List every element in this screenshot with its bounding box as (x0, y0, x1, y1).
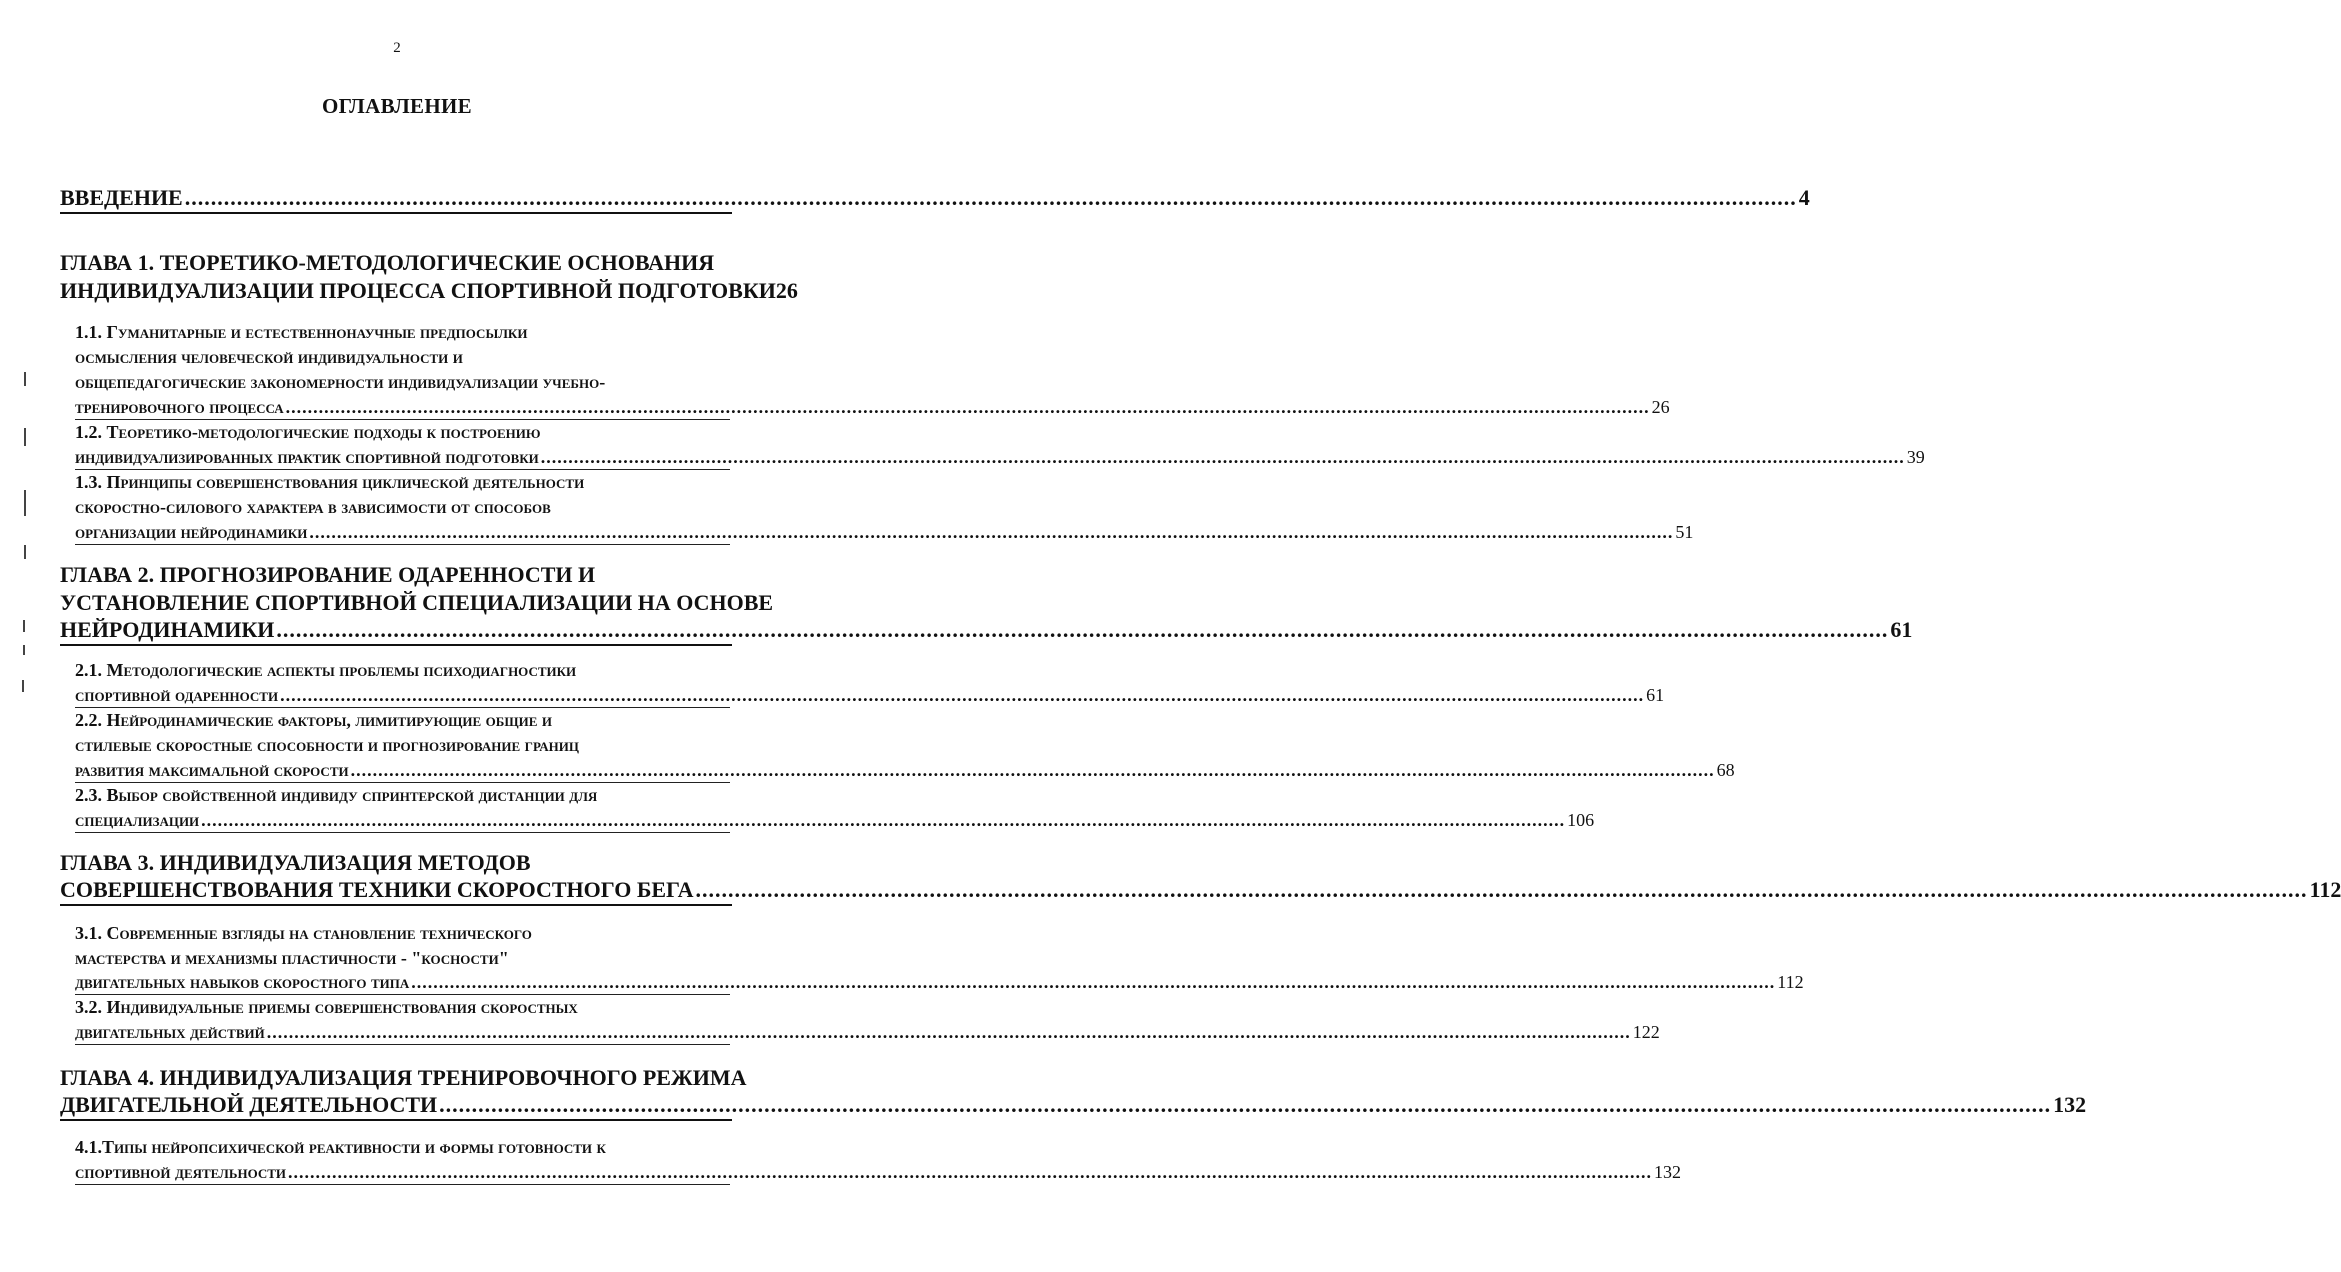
chapter-1-line-1[interactable]: ГЛАВА 1. ТЕОРЕТИКО-МЕТОДОЛОГИЧЕСКИЕ ОСНОВАНИЯ (60, 250, 715, 275)
leader-dots (439, 1092, 2051, 1118)
intro-label: ВВЕДЕНИЕ (60, 185, 183, 210)
section-2-2-line-3[interactable]: развития максимальной скорости ..... 68 (75, 760, 730, 783)
section-3-1-line-2[interactable]: мастерства и механизмы пластичности - "косности" (75, 948, 509, 968)
leader-dots (351, 760, 1715, 781)
chapter-2-line-1[interactable]: ГЛАВА 2. ПРОГНОЗИРОВАНИЕ ОДАРЕННОСТИ И (60, 562, 596, 587)
leader-dots (541, 447, 1905, 468)
section-2-2-page: 68 (1716, 760, 1735, 780)
scan-mark (24, 372, 26, 386)
intro-page: 4 (1798, 185, 1810, 210)
leader-dots (280, 685, 1644, 706)
section-1-1-line-4[interactable]: тренировочного процесса ..... 26 (75, 397, 730, 420)
chapter-4-page: 132 (2053, 1092, 2087, 1117)
section-1-2-line-2[interactable]: индивидуализированных практик спортивной подготовки ..... 39 (75, 447, 730, 470)
scan-mark (24, 428, 26, 446)
section-3-2-line-1[interactable]: 3.2. Индивидуальные приемы совершенствования скоростных (75, 997, 578, 1017)
section-4-1-page: 132 (1654, 1162, 1682, 1182)
chapter-1-line-2[interactable]: ИНДИВИДУАЛИЗАЦИИ ПРОЦЕССА СПОРТИВНОЙ ПОДГОТОВКИ 26 (60, 278, 798, 303)
section-2-3-line-1[interactable]: 2.3. Выбор свойственной индивиду спринтерской дистанции для (75, 785, 598, 805)
chapter-1-page: 26 (775, 278, 798, 303)
leader-dots (267, 1022, 1631, 1043)
section-1-1-page: 26 (1651, 397, 1670, 417)
section-3-1-line-1[interactable]: 3.1. Современные взгляды на становление технического (75, 923, 532, 943)
leader-dots (286, 397, 1650, 418)
section-2-3-page: 106 (1567, 810, 1595, 830)
section-1-3-page: 51 (1675, 522, 1694, 542)
section-2-1-page: 61 (1646, 685, 1665, 705)
section-1-2-line-1[interactable]: 1.2. Теоретико-методологические подходы к построению (75, 422, 541, 442)
toc-entry-intro[interactable] (60, 185, 1810, 214)
chapter-2-page: 61 (1890, 617, 1913, 642)
leader-dots (309, 522, 1673, 543)
leader-dots (288, 1162, 1652, 1183)
chapter-4-line-1[interactable]: ГЛАВА 4. ИНДИВИДУАЛИЗАЦИЯ ТРЕНИРОВОЧНОГО РЕЖИМА (60, 1065, 747, 1090)
section-1-3-line-1[interactable]: 1.3. Принципы совершенствования циклической деятельности (75, 472, 585, 492)
leader-dots (276, 617, 1888, 643)
chapter-2-line-3[interactable]: НЕЙРОДИНАМИКИ ..... 61 (60, 617, 732, 646)
section-3-1-page: 112 (1777, 972, 1804, 992)
section-2-3-line-2[interactable]: специализации ..... 106 (75, 810, 730, 833)
leader-dots (201, 810, 1565, 831)
leader-dots (411, 972, 1775, 993)
section-1-3-line-2[interactable]: скоростно-силового характера в зависимости от способов (75, 497, 551, 517)
section-1-1-line-1[interactable]: 1.1. Гуманитарные и естественнонаучные предпосылки (75, 322, 528, 342)
section-4-1-line-2[interactable]: спортивной деятельности ..... 132 (75, 1162, 730, 1185)
page-number: 2 (393, 40, 401, 56)
toc-title: ОГЛАВЛЕНИЕ (322, 94, 472, 118)
section-2-1-line-2[interactable]: спортивной одаренности ..... 61 (75, 685, 730, 708)
scan-mark (22, 680, 24, 692)
scan-mark (24, 490, 26, 516)
section-4-1-line-1[interactable]: 4.1.Типы нейропсихической реактивности и формы готовности к (75, 1137, 606, 1157)
leader-dots (696, 877, 2308, 903)
chapter-3-line-2[interactable]: СОВЕРШЕНСТВОВАНИЯ ТЕХНИКИ СКОРОСТНОГО БЕГА ..... 112 (60, 877, 732, 906)
section-1-3-line-3[interactable]: организации нейродинамики ..... 51 (75, 522, 730, 545)
section-1-2-page: 39 (1906, 447, 1925, 467)
chapter-3-page: 112 (2309, 877, 2341, 902)
section-2-2-line-1[interactable]: 2.2. Нейродинамические факторы, лимитирующие общие и (75, 710, 553, 730)
section-3-2-line-2[interactable]: двигательных действий ..... 122 (75, 1022, 730, 1045)
scan-mark (23, 645, 25, 655)
section-1-1-line-2[interactable]: осмысления человеческой индивидуальности и (75, 347, 463, 367)
chapter-2-line-2[interactable]: УСТАНОВЛЕНИЕ СПОРТИВНОЙ СПЕЦИАЛИЗАЦИИ НА ОСНОВЕ (60, 590, 774, 615)
section-2-1-line-1[interactable]: 2.1. Методологические аспекты проблемы психодиагностики (75, 660, 577, 680)
scan-mark (24, 545, 26, 559)
section-2-2-line-2[interactable]: стилевые скоростные способности и прогнозирование границ (75, 735, 579, 755)
scan-mark (23, 620, 25, 632)
leader-dots (185, 185, 1797, 211)
chapter-3-line-1[interactable]: ГЛАВА 3. ИНДИВИДУАЛИЗАЦИЯ МЕТОДОВ (60, 850, 531, 875)
section-3-1-line-3[interactable]: двигательных навыков скоростного типа ..... 112 (75, 972, 730, 995)
section-3-2-page: 122 (1632, 1022, 1660, 1042)
section-1-1-line-3[interactable]: общепедагогические закономерности индивидуализации учебно- (75, 372, 606, 392)
chapter-4-line-2[interactable]: ДВИГАТЕЛЬНОЙ ДЕЯТЕЛЬНОСТИ ..... 132 (60, 1092, 732, 1121)
